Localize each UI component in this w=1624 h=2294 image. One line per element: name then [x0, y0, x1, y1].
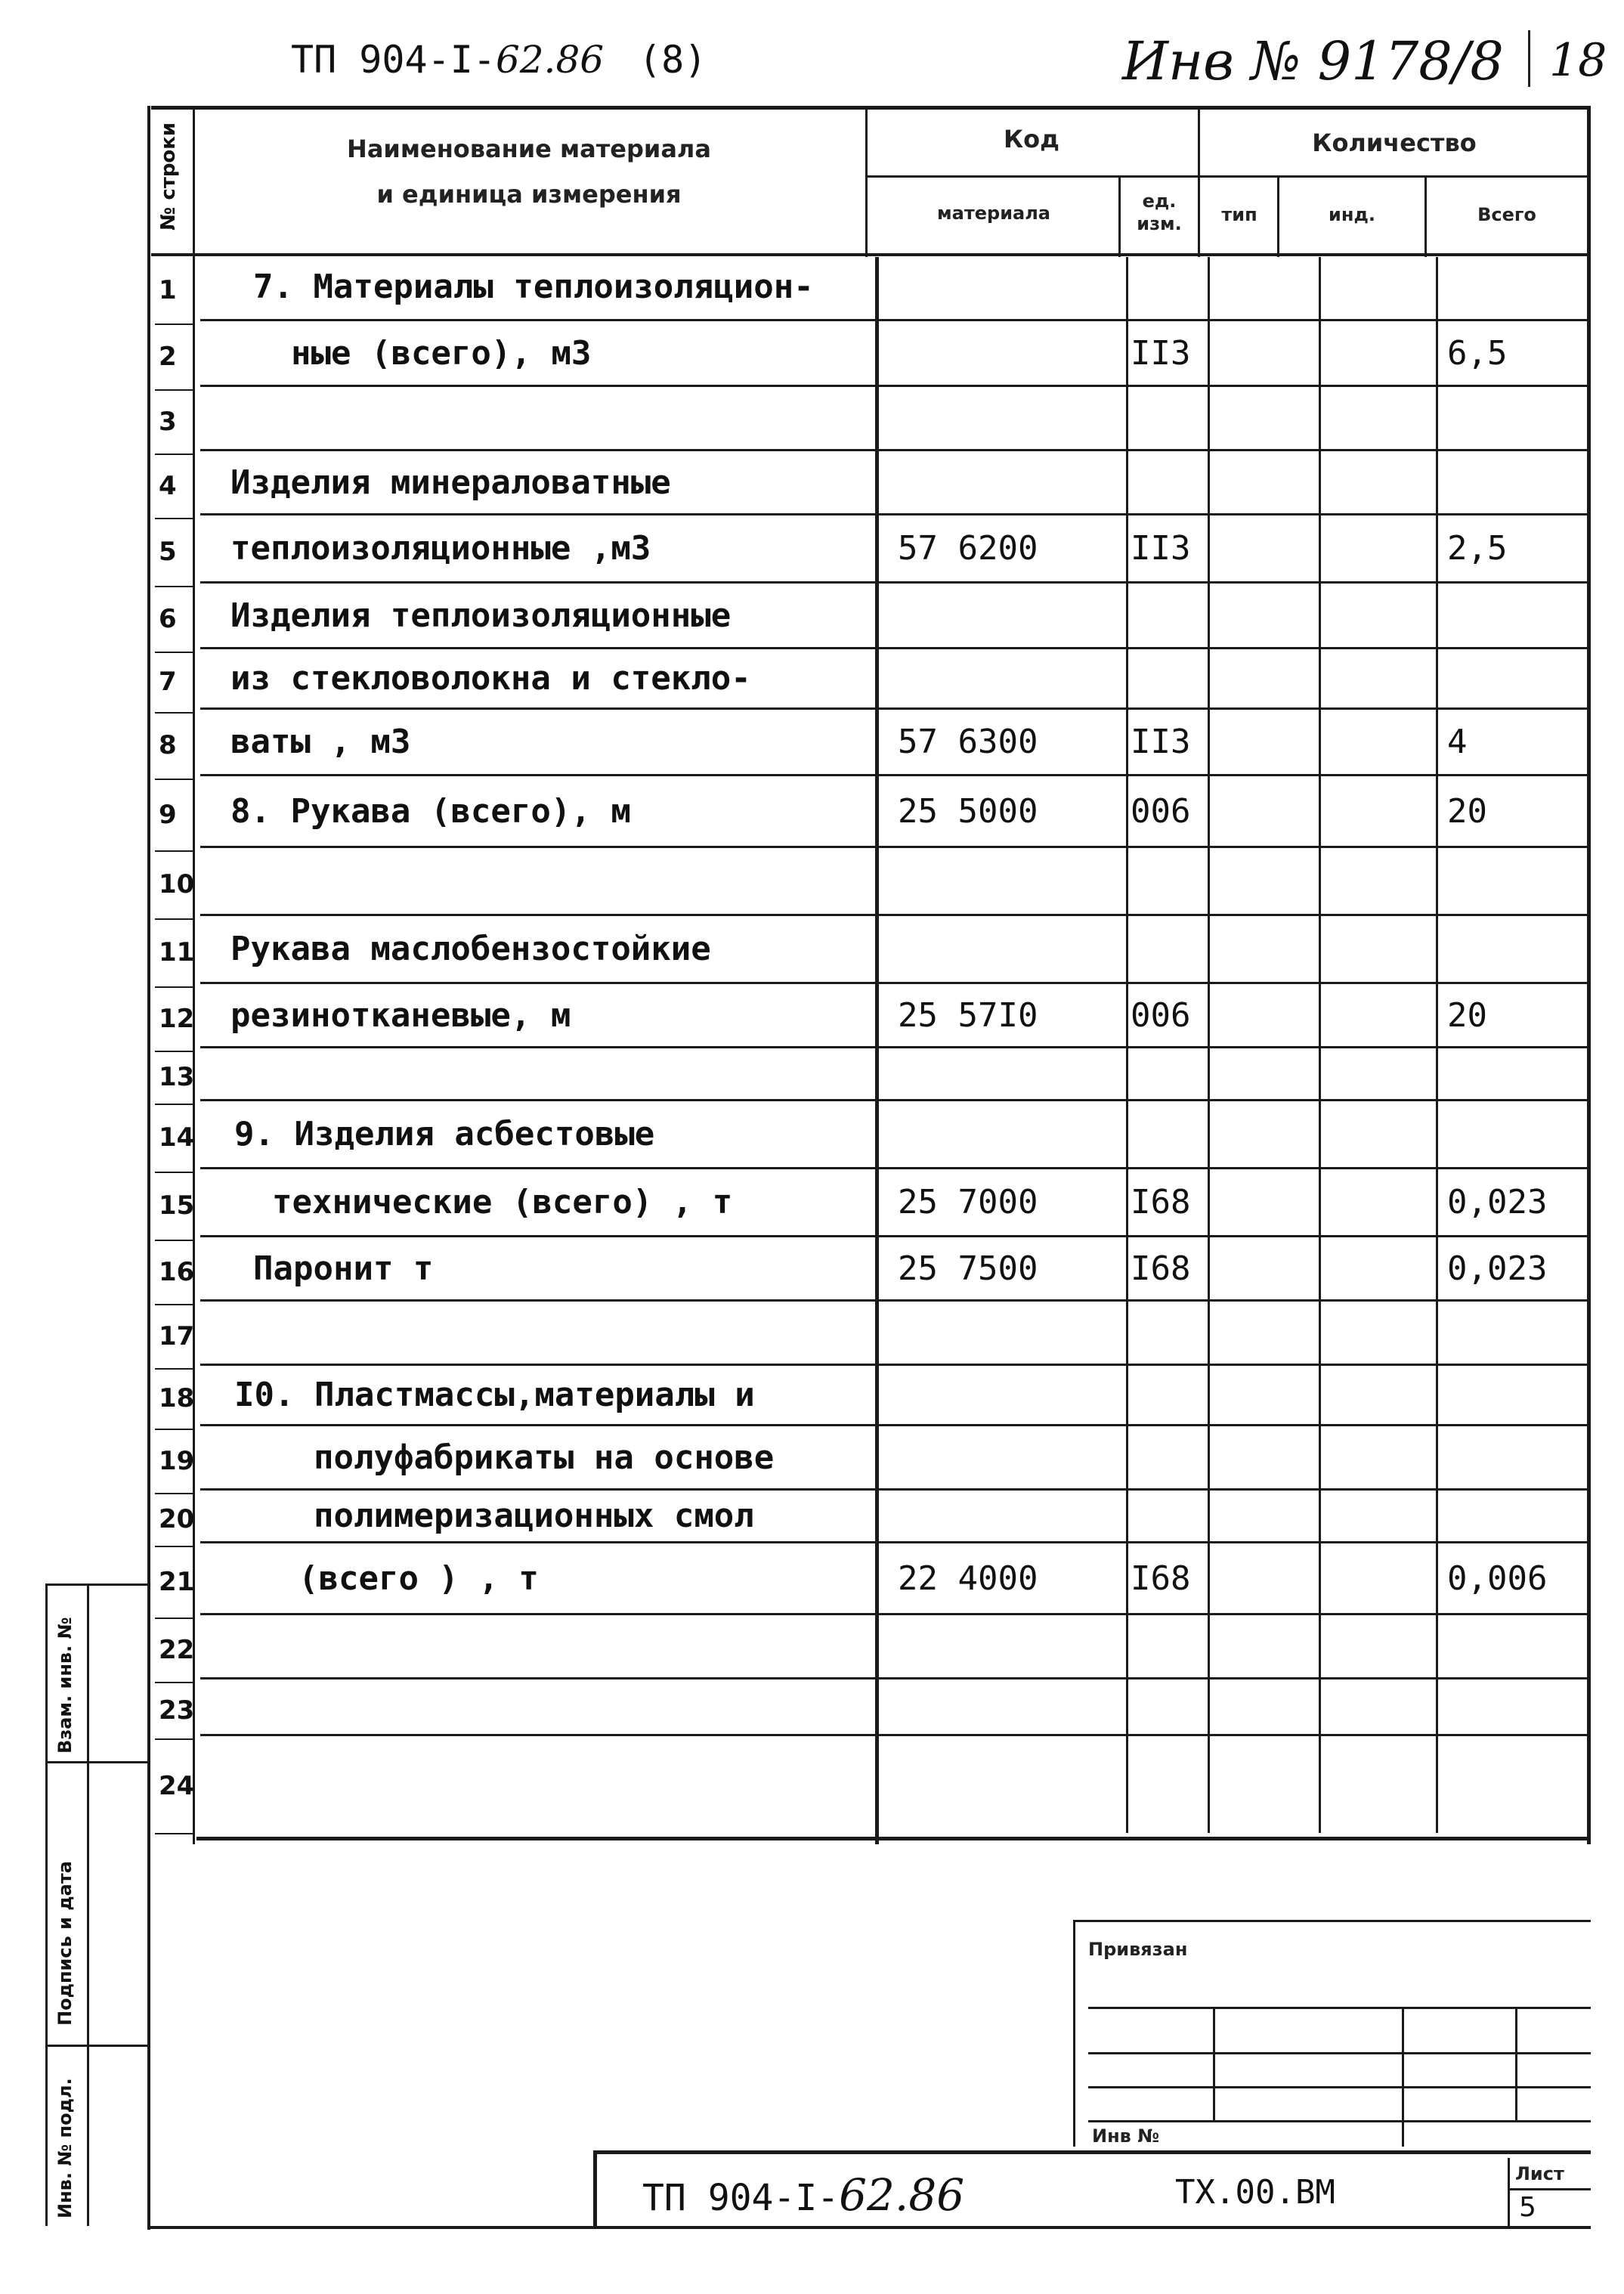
- row-number: 24: [159, 1770, 195, 1801]
- material-name: (всего ) , т: [299, 1559, 539, 1598]
- side-inv-podl: Инв. № подл.: [54, 2078, 76, 2218]
- side-podpis-data: Подпись и дата: [54, 1861, 76, 2026]
- header-code-material: материала: [937, 203, 1050, 224]
- row-underline: [200, 1299, 1587, 1302]
- sheet-part: (8): [639, 38, 707, 82]
- material-name: Рукава маслобензостойкие: [230, 930, 711, 968]
- row-separator: [155, 1240, 193, 1241]
- row-number: 21: [159, 1566, 195, 1597]
- quantity-total: 2,5: [1447, 529, 1508, 568]
- row-number: 7: [159, 667, 177, 697]
- header-bottom-line: [151, 253, 1591, 256]
- row-number: 16: [159, 1256, 195, 1287]
- quantity-total: 4: [1447, 723, 1468, 761]
- row-underline: [200, 1235, 1587, 1237]
- row-underline: [200, 449, 1587, 451]
- quantity-total: 20: [1447, 995, 1487, 1035]
- footer-doc-code: [642, 2169, 964, 2221]
- row-separator: [155, 1104, 193, 1105]
- doc-code-hand: 62.86: [495, 38, 605, 82]
- row-number: 23: [159, 1695, 195, 1726]
- header-name-line2: и единица измерения: [376, 180, 682, 209]
- header-qty-ind: инд.: [1329, 204, 1375, 225]
- page-number-hand: 18: [1549, 34, 1607, 87]
- ind-column-line: [1319, 257, 1321, 1833]
- row-separator: [155, 586, 193, 587]
- material-name: Паронит т: [253, 1249, 434, 1288]
- row-separator: [155, 850, 193, 852]
- material-name: теплоизоляционные ,м3: [230, 529, 651, 568]
- material-name: ные (всего), м3: [291, 333, 592, 373]
- side-line-2: [45, 1761, 148, 1763]
- footer-top-line: [593, 2150, 1591, 2154]
- row-underline: [200, 982, 1587, 984]
- stamp-col-2: [1402, 2007, 1404, 2147]
- row-underline: [200, 1734, 1587, 1736]
- row-separator: [155, 1368, 193, 1370]
- header-qty-type: тип: [1221, 204, 1257, 225]
- material-name: I0. Пластмассы,материалы и: [234, 1376, 755, 1414]
- row-number: 22: [159, 1634, 195, 1665]
- row-underline: [200, 846, 1587, 848]
- quantity-total: 6,5: [1447, 333, 1508, 373]
- quantity-total: 20: [1447, 791, 1487, 831]
- stamp-left-line: [1073, 1920, 1075, 2147]
- row-number: 12: [159, 1003, 195, 1034]
- unit-code: I68: [1131, 1559, 1191, 1598]
- header-name-line1: Наименование материала: [347, 135, 711, 163]
- header-unit-line2: изм.: [1137, 213, 1182, 234]
- side-line-1: [45, 1584, 148, 1586]
- row-separator: [155, 712, 193, 714]
- side-line-3: [45, 2045, 148, 2047]
- footer-sheet-label: Лист: [1515, 2163, 1564, 2184]
- row-number: 11: [159, 937, 195, 967]
- row-number: 8: [159, 730, 177, 760]
- row-number: 4: [159, 470, 177, 501]
- material-name: из стекловолокна и стекло-: [230, 659, 751, 698]
- table-right-border: [1587, 106, 1591, 1844]
- stamp-col-3: [1515, 2007, 1517, 2120]
- top-divider: [1528, 30, 1530, 87]
- row-separator: [155, 518, 193, 519]
- header-row-number: № строки: [157, 122, 180, 231]
- material-name: 8. Рукава (всего), м: [230, 791, 631, 831]
- row-underline: [200, 1099, 1587, 1101]
- material-name: полуфабрикаты на основе: [314, 1438, 775, 1477]
- row-underline: [200, 1046, 1587, 1048]
- header-code-qty-line: [1198, 106, 1200, 257]
- header-subdivision-line: [865, 175, 1591, 178]
- stamp-col-1: [1213, 2007, 1215, 2120]
- row-underline: [200, 1677, 1587, 1679]
- header-code: Код: [1004, 125, 1059, 153]
- row-separator: [155, 652, 193, 653]
- material-name: полимеризационных смол: [314, 1497, 754, 1535]
- header-qty-total: Всего: [1477, 204, 1536, 225]
- row-underline: [200, 647, 1587, 649]
- row-number: 20: [159, 1504, 195, 1534]
- doc-code-prefix: ТП 904-I-: [291, 38, 496, 82]
- row-underline: [200, 1541, 1587, 1543]
- quantity-total: 0,023: [1447, 1249, 1548, 1288]
- row-separator: [155, 1493, 193, 1494]
- row-separator: [155, 1546, 193, 1547]
- footer-mark: ТХ.00.ВМ: [1175, 2173, 1335, 2212]
- stamp-line-4: [1088, 2120, 1591, 2122]
- code-column-left-line: [875, 257, 879, 1844]
- table-top-border: [151, 106, 1591, 110]
- row-number: 17: [159, 1320, 195, 1351]
- row-underline: [200, 1488, 1587, 1491]
- material-name: резинотканевые, м: [230, 995, 571, 1035]
- material-code: 25 5000: [898, 791, 1038, 831]
- row-number: 19: [159, 1445, 195, 1476]
- doc-code-top: [291, 38, 604, 82]
- stamp-privyazan: Привязан: [1088, 1939, 1188, 1960]
- row-number: 9: [159, 799, 177, 830]
- unit-code: II3: [1131, 333, 1191, 373]
- unit-column-line: [1126, 257, 1128, 1833]
- stamp-inv-no: Инв №: [1092, 2125, 1160, 2147]
- row-underline: [200, 1613, 1587, 1615]
- material-name: 9. Изделия асбестовые: [234, 1115, 655, 1153]
- row-number: 13: [159, 1062, 195, 1092]
- row-number: 18: [159, 1383, 195, 1413]
- row-separator: [155, 1304, 193, 1305]
- row-underline: [200, 1364, 1587, 1366]
- row-underline: [200, 774, 1587, 776]
- row-separator: [155, 1051, 193, 1052]
- stamp-top-line: [1073, 1920, 1591, 1922]
- unit-code: II3: [1131, 529, 1191, 568]
- material-code: 22 4000: [898, 1559, 1038, 1598]
- row-underline: [200, 385, 1587, 387]
- row-underline: [200, 914, 1587, 916]
- row-separator: [155, 324, 193, 325]
- row-separator: [155, 1833, 193, 1834]
- side-vzam-inv: Взам. инв. №: [54, 1617, 76, 1754]
- row-number: 10: [159, 869, 195, 899]
- table-bottom-border: [196, 1837, 1591, 1840]
- side-frame-inner: [87, 1584, 89, 2226]
- quantity-total: 0,023: [1447, 1183, 1548, 1221]
- footer-sheet-line: [1508, 2158, 1510, 2227]
- footer-doc-prefix: ТП 904-I-: [642, 2177, 840, 2219]
- type-column-line: [1208, 257, 1210, 1833]
- row-underline: [200, 1167, 1587, 1169]
- row-separator: [155, 1618, 193, 1619]
- footer-doc-hand: 62.86: [839, 2169, 965, 2221]
- row-number: 5: [159, 537, 177, 567]
- material-name: технические (всего) , т: [272, 1183, 733, 1221]
- unit-code: I68: [1131, 1183, 1191, 1221]
- material-name: Изделия минераловатные: [230, 463, 671, 502]
- row-number: 6: [159, 603, 177, 634]
- material-code: 57 6300: [898, 723, 1038, 761]
- material-code: 25 57I0: [898, 995, 1038, 1035]
- row-separator: [155, 918, 193, 920]
- row-underline: [200, 707, 1587, 710]
- quantity-total: 0,006: [1447, 1559, 1548, 1598]
- header-unit-line1: ед.: [1142, 190, 1177, 212]
- row-number: 3: [159, 406, 177, 437]
- row-separator: [155, 779, 193, 780]
- header-quantity: Количество: [1312, 128, 1477, 157]
- unit-code: 006: [1131, 791, 1191, 831]
- material-name: ваты , м3: [230, 723, 411, 761]
- material-code: 25 7500: [898, 1249, 1038, 1288]
- footer-sheet-number: 5: [1519, 2192, 1536, 2223]
- row-underline: [200, 319, 1587, 321]
- footer-sheet-divider: [1510, 2188, 1591, 2190]
- row-separator: [155, 1738, 193, 1740]
- footer-left-line: [593, 2150, 597, 2227]
- row-separator: [155, 389, 193, 391]
- material-name: Изделия теплоизоляционные: [230, 596, 732, 635]
- side-frame-left: [45, 1584, 48, 2226]
- row-underline: [200, 513, 1587, 515]
- row-separator: [155, 1429, 193, 1430]
- row-separator: [155, 986, 193, 988]
- total-column-line: [1436, 257, 1438, 1833]
- row-separator: [155, 1172, 193, 1173]
- unit-code: 006: [1131, 995, 1191, 1035]
- unit-code: I68: [1131, 1249, 1191, 1288]
- row-separator: [155, 1682, 193, 1683]
- inventory-number: Инв № 9178/8: [1122, 30, 1504, 92]
- row-number: 14: [159, 1122, 195, 1153]
- row-number: 15: [159, 1190, 195, 1221]
- material-name: 7. Материалы теплоизоляцион-: [253, 268, 814, 306]
- unit-code: II3: [1131, 723, 1191, 761]
- row-number: 1: [159, 275, 177, 305]
- material-code: 57 6200: [898, 529, 1038, 568]
- bottom-frame-border: [147, 2226, 1591, 2229]
- row-number: 2: [159, 341, 177, 372]
- left-frame-border: [147, 106, 150, 2230]
- material-code: 25 7000: [898, 1183, 1038, 1221]
- row-separator: [155, 454, 193, 455]
- row-underline: [200, 1424, 1587, 1426]
- row-underline: [200, 581, 1587, 584]
